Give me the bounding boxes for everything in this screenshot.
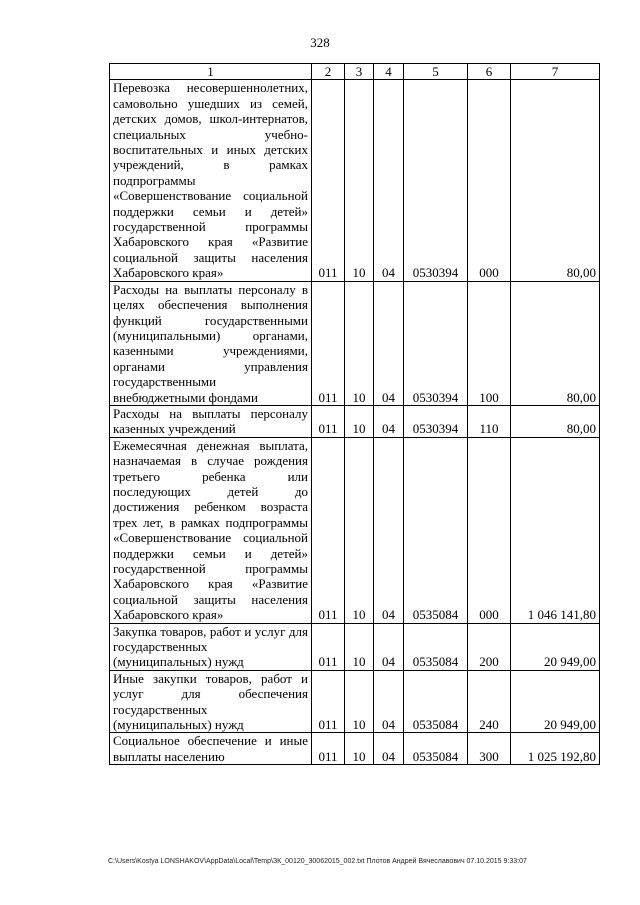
cell-section: 10 bbox=[345, 670, 374, 733]
cell-section: 10 bbox=[345, 405, 374, 437]
cell-amount: 80,00 bbox=[511, 80, 600, 281]
row-name: Иные закупки товаров, работ и услуг для обеспечения государственных (муниципальных) нужд bbox=[110, 670, 312, 733]
cell-expense-type: 240 bbox=[468, 670, 511, 733]
cell-subsection: 04 bbox=[374, 437, 404, 623]
cell-ministry: 011 bbox=[312, 623, 345, 670]
header-cell: 6 bbox=[468, 64, 511, 80]
cell-expense-type: 110 bbox=[468, 405, 511, 437]
cell-subsection: 04 bbox=[374, 281, 404, 405]
cell-amount: 80,00 bbox=[511, 281, 600, 405]
cell-expense-type: 200 bbox=[468, 623, 511, 670]
row-name: Закупка товаров, работ и услуг для государственных (муниципальных) нужд bbox=[110, 623, 312, 670]
table-row bbox=[110, 437, 600, 623]
cell-subsection: 04 bbox=[374, 623, 404, 670]
cell-subsection: 04 bbox=[374, 670, 404, 733]
cell-ministry: 011 bbox=[312, 80, 345, 281]
header-cell: 3 bbox=[345, 64, 374, 80]
cell-target: 0530394 bbox=[404, 281, 468, 405]
budget-table bbox=[109, 63, 600, 765]
cell-target: 0535084 bbox=[404, 733, 468, 765]
cell-expense-type: 100 bbox=[468, 281, 511, 405]
cell-amount: 1 025 192,80 bbox=[511, 733, 600, 765]
cell-target: 0530394 bbox=[404, 405, 468, 437]
cell-target: 0535084 bbox=[404, 623, 468, 670]
cell-amount: 1 046 141,80 bbox=[511, 437, 600, 623]
row-name: Социальное обеспечение и иные выплаты населению bbox=[110, 733, 312, 765]
cell-subsection: 04 bbox=[374, 405, 404, 437]
cell-ministry: 011 bbox=[312, 405, 345, 437]
table-row bbox=[110, 281, 600, 405]
cell-amount: 80,00 bbox=[511, 405, 600, 437]
cell-expense-type: 300 bbox=[468, 733, 511, 765]
row-name: Расходы на выплаты персоналу казенных учреждений bbox=[110, 405, 312, 437]
cell-target: 0535084 bbox=[404, 437, 468, 623]
header-cell: 5 bbox=[404, 64, 468, 80]
cell-target: 0535084 bbox=[404, 670, 468, 733]
cell-subsection: 04 bbox=[374, 80, 404, 281]
cell-ministry: 011 bbox=[312, 733, 345, 765]
cell-amount: 20 949,00 bbox=[511, 670, 600, 733]
cell-ministry: 011 bbox=[312, 281, 345, 405]
table-row bbox=[110, 405, 600, 437]
row-name: Расходы на выплаты персоналу в целях обеспечения выполнения функций государственными (муниципальными) органами, казенными учреждениями, органами управления государственными внебюджетными фондами bbox=[110, 281, 312, 405]
header-cell: 2 bbox=[312, 64, 345, 80]
header-cell: 4 bbox=[374, 64, 404, 80]
cell-section: 10 bbox=[345, 733, 374, 765]
header-row bbox=[110, 64, 600, 80]
table-row bbox=[110, 733, 600, 765]
cell-subsection: 04 bbox=[374, 733, 404, 765]
cell-ministry: 011 bbox=[312, 670, 345, 733]
row-name: Перевозка несовершеннолетних, самовольно ушедших из семей, детских домов, школ-интернатов, специальных учебно-воспитательных и иных детских учреждений, в рамках подпрограммы «Совершенствование социальной поддержки семьи и детей» государственной программы Хабаровского края «Развитие социальной защиты населения Хабаровского края» bbox=[110, 80, 312, 281]
table-row bbox=[110, 80, 600, 281]
header-cell: 7 bbox=[511, 64, 600, 80]
cell-expense-type: 000 bbox=[468, 80, 511, 281]
table-row bbox=[110, 623, 600, 670]
file-path-footer: C:\Users\Kostya LONSHAKOV\AppData\Local\Temp\ЗК_00120_30062015_002.txt Плотов Андрей Вячеславович 07.10.2015 9:33:07 bbox=[108, 858, 527, 865]
cell-target: 0530394 bbox=[404, 80, 468, 281]
table-row bbox=[110, 670, 600, 733]
cell-ministry: 011 bbox=[312, 437, 345, 623]
cell-section: 10 bbox=[345, 437, 374, 623]
row-name: Ежемесячная денежная выплата, назначаемая в случае рождения третьего ребенка или последующих детей до достижения ребенком возраста трех лет, в рамках подпрограммы «Совершенствование социальной поддержки семьи и детей» государственной программы Хабаровского края «Развитие социальной защиты населения Хабаровского края» bbox=[110, 437, 312, 623]
cell-amount: 20 949,00 bbox=[511, 623, 600, 670]
cell-section: 10 bbox=[345, 281, 374, 405]
page-number: 328 bbox=[310, 35, 330, 50]
cell-section: 10 bbox=[345, 80, 374, 281]
header-cell: 1 bbox=[110, 64, 312, 80]
cell-section: 10 bbox=[345, 623, 374, 670]
cell-expense-type: 000 bbox=[468, 437, 511, 623]
